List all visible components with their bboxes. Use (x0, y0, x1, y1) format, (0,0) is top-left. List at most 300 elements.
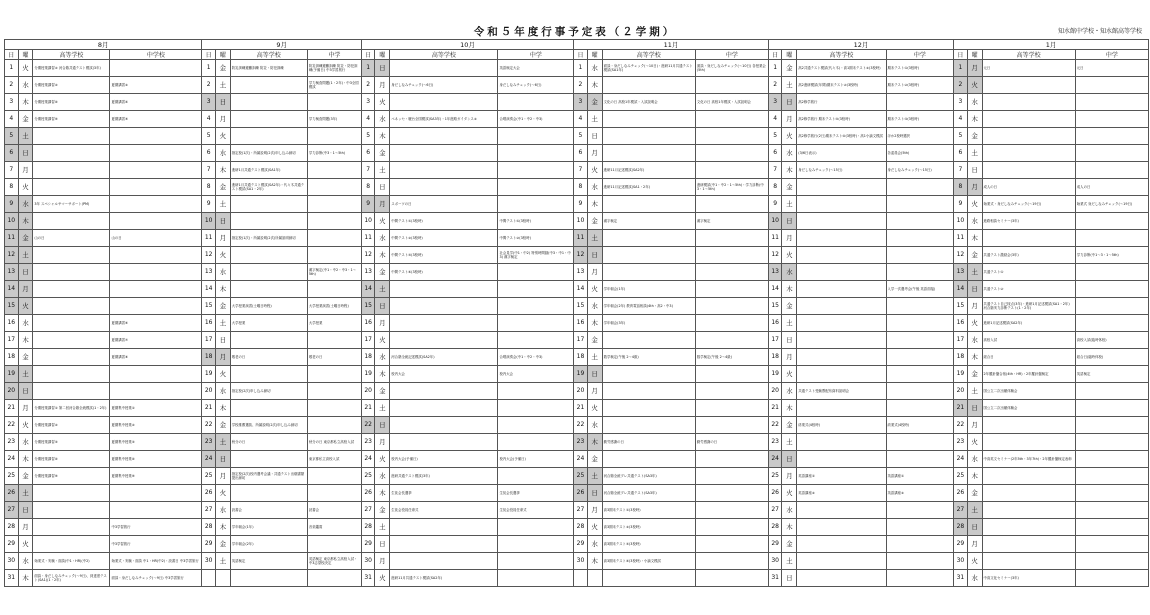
high-school-event (230, 451, 307, 468)
high-school-event: 分期授業講習④ (33, 451, 110, 468)
high-school-event: 中間テスト①(3校時) (390, 213, 498, 230)
middle-school-event: 東京都私立高校入試 (307, 451, 361, 468)
weekday: 月 (587, 383, 602, 400)
day-number: 13 (574, 264, 588, 281)
middle-school-event (498, 383, 574, 400)
high-school-event: 高3期末テスト④(3校時)・小論文模試 (602, 553, 695, 570)
middle-school-event: 生徒会長選挙 (498, 485, 574, 502)
middle-school-event (307, 179, 361, 196)
high-school-event (33, 281, 110, 298)
day-number: 29 (202, 536, 216, 553)
high-school-event (230, 570, 307, 587)
high-school-event (797, 196, 886, 213)
middle-school-event: 音楽鑑賞 (307, 519, 361, 536)
high-school-event (982, 162, 1075, 179)
high-school-event (797, 179, 886, 196)
middle-school-column-header: 中学 (307, 50, 361, 60)
day-number: 7 (5, 162, 19, 179)
middle-school-event (1075, 213, 1148, 230)
middle-school-event (886, 519, 954, 536)
high-school-event: 分期授業講習③ (33, 434, 110, 451)
day-number: 24 (954, 451, 968, 468)
day-number: 26 (574, 485, 588, 502)
middle-school-event (498, 145, 574, 162)
middle-school-event (498, 434, 574, 451)
middle-school-event (695, 298, 768, 315)
day-number: 16 (5, 315, 19, 332)
weekday: 水 (967, 213, 982, 230)
middle-school-event: 夏期講習⑤ (110, 111, 202, 128)
weekday-column-header: 曜 (18, 50, 33, 60)
middle-school-event (498, 264, 574, 281)
day-number: 21 (202, 400, 216, 417)
high-school-event (230, 247, 307, 264)
high-school-event (982, 94, 1075, 111)
day-number: 30 (768, 553, 782, 570)
day-number: 20 (954, 383, 968, 400)
middle-school-event (886, 553, 954, 570)
high-school-event: 校内大会 (390, 366, 498, 383)
weekday: 木 (215, 400, 230, 417)
day-number: 18 (5, 349, 19, 366)
high-school-event (797, 332, 886, 349)
high-school-event: 数学検定(午後 2～4級) (602, 349, 695, 366)
high-school-event (390, 145, 498, 162)
middle-school-event (498, 400, 574, 417)
day-number: 11 (954, 230, 968, 247)
day-number: 13 (954, 264, 968, 281)
day-number: 6 (202, 145, 216, 162)
middle-school-event (110, 60, 202, 77)
middle-school-column-header: 中学校 (110, 50, 202, 60)
middle-school-event (1075, 485, 1148, 502)
weekday: 木 (375, 485, 390, 502)
middle-school-event: 元日 (1075, 60, 1148, 77)
high-school-event (33, 128, 110, 145)
weekday: 金 (215, 60, 230, 77)
day-number: 14 (361, 281, 375, 298)
weekday: 木 (587, 77, 602, 94)
weekday: 火 (967, 77, 982, 94)
day-number: 19 (361, 366, 375, 383)
weekday: 月 (18, 400, 33, 417)
high-school-event: 中間テスト②(3校時) (390, 230, 498, 247)
weekday: 木 (587, 553, 602, 570)
middle-school-event: 各委員会(5th) (886, 145, 954, 162)
weekday: 火 (375, 451, 390, 468)
table-row (5, 60, 1149, 77)
high-school-event (390, 400, 498, 417)
weekday: 土 (215, 77, 230, 94)
middle-school-column-header: 中学 (498, 50, 574, 60)
weekday: 日 (967, 281, 982, 298)
weekday: 土 (967, 145, 982, 162)
day-number (574, 570, 588, 587)
day-number: 27 (768, 502, 782, 519)
weekday: 水 (375, 111, 390, 128)
high-school-event (982, 468, 1075, 485)
table-row (5, 485, 1149, 502)
high-school-event (390, 162, 498, 179)
day-column-header: 日 (954, 50, 968, 60)
middle-school-event (1075, 264, 1148, 281)
day-number: 26 (202, 485, 216, 502)
middle-school-event (886, 213, 954, 230)
weekday: 土 (18, 128, 33, 145)
day-number: 15 (768, 298, 782, 315)
middle-school-event (695, 400, 768, 417)
middle-school-event (307, 332, 361, 349)
day-number: 10 (574, 213, 588, 230)
weekday: 木 (967, 468, 982, 485)
weekday: 土 (782, 196, 797, 213)
high-school-event: 身だしなみチェック(～15日) (797, 162, 886, 179)
day-number: 18 (361, 349, 375, 366)
middle-school-event (886, 247, 954, 264)
weekday: 水 (375, 230, 390, 247)
middle-school-event (886, 332, 954, 349)
middle-school-event (110, 196, 202, 213)
high-school-event (390, 434, 498, 451)
high-school-event (797, 213, 886, 230)
middle-school-event: ほか2校時選択 (886, 128, 954, 145)
day-number: 16 (954, 315, 968, 332)
day-number: 11 (574, 230, 588, 247)
high-school-event: 始業式・実験・面談(中1・HR)(中2) (33, 553, 110, 570)
high-school-event (602, 247, 695, 264)
table-row (5, 400, 1149, 417)
day-number: 29 (5, 536, 19, 553)
middle-school-event (1075, 400, 1148, 417)
high-school-event: 国公立二次出願体験会 (982, 383, 1075, 400)
high-school-event: 2年羅針盤合宿(4th・HR)・2年羅針盤検定 (982, 366, 1075, 383)
middle-school-event: 敬老の日 (307, 349, 361, 366)
high-school-event: 身だしなみチェック(～6日) (390, 77, 498, 94)
day-number: 4 (768, 111, 782, 128)
day-number: 1 (574, 60, 588, 77)
day-number: 3 (768, 94, 782, 111)
middle-school-event (886, 230, 954, 247)
day-number: 9 (574, 196, 588, 213)
weekday: 土 (215, 553, 230, 570)
high-school-event (982, 128, 1075, 145)
high-school-column-header: 高等学校 (982, 50, 1075, 60)
middle-school-event (695, 519, 768, 536)
middle-school-event (110, 213, 202, 230)
high-school-event (982, 417, 1075, 434)
day-number: 2 (574, 77, 588, 94)
high-school-event (33, 179, 110, 196)
high-school-event (390, 60, 498, 77)
weekday: 金 (215, 536, 230, 553)
middle-school-event (886, 570, 954, 587)
middle-school-event (695, 315, 768, 332)
high-school-event: 共通テスト激励会(3年) (982, 247, 1075, 264)
day-number: 31 (5, 570, 19, 587)
middle-school-event (695, 485, 768, 502)
day-column-header: 日 (768, 50, 782, 60)
high-school-event (230, 281, 307, 298)
weekday: 金 (782, 298, 797, 315)
middle-school-event: 漢字検定 (695, 213, 768, 230)
high-school-event (390, 417, 498, 434)
day-number: 7 (768, 162, 782, 179)
weekday: 水 (587, 60, 602, 77)
weekday: 月 (18, 519, 33, 536)
high-school-event (602, 196, 695, 213)
day-number: 29 (361, 536, 375, 553)
day-number: 19 (5, 366, 19, 383)
weekday: 土 (967, 383, 982, 400)
middle-school-event (498, 128, 574, 145)
day-number: 7 (202, 162, 216, 179)
table-row (5, 383, 1149, 400)
day-number: 4 (574, 111, 588, 128)
day-number: 6 (361, 145, 375, 162)
high-school-event: 共通テスト② (982, 281, 1075, 298)
day-number: 1 (768, 60, 782, 77)
weekday: 木 (215, 281, 230, 298)
high-school-event (982, 111, 1075, 128)
high-school-event: 文化の日 高校1年模試・入試説明会 (602, 94, 695, 111)
weekday: 水 (967, 332, 982, 349)
day-number: 5 (954, 128, 968, 145)
middle-school-event (498, 332, 574, 349)
high-school-event: 分期授業講習② (33, 77, 110, 94)
middle-school-event: 英語検定 (1075, 366, 1148, 383)
day-column-header: 日 (361, 50, 375, 60)
middle-school-event: 高校入試(臨時休校) (1075, 332, 1148, 349)
weekday: 金 (375, 502, 390, 519)
weekday: 火 (587, 400, 602, 417)
day-number: 18 (574, 349, 588, 366)
weekday: 水 (215, 145, 230, 162)
table-row (5, 434, 1149, 451)
weekday: 月 (215, 111, 230, 128)
weekday: 水 (375, 468, 390, 485)
middle-school-event: 始業式・実験・面談 中1・HR(中2)・読書日 中3学習旅行 (110, 553, 202, 570)
day-number: 18 (202, 349, 216, 366)
month-header: 10月 (361, 40, 573, 50)
high-school-event: 学年朝会(2年) (230, 536, 307, 553)
high-school-event (982, 536, 1075, 553)
high-school-event: 高2修学旅行(2日)期末テスト④(3校時)・高1小論文模試 (797, 128, 886, 145)
day-number: 20 (574, 383, 588, 400)
high-school-event: 学年朝会(1年) (602, 281, 695, 298)
day-number: 25 (202, 468, 216, 485)
weekday: 月 (18, 162, 33, 179)
weekday: 金 (782, 179, 797, 196)
high-school-event: 分期授業講習① 第二回河合塾全統模試(1・2年) (33, 400, 110, 417)
middle-school-event (886, 179, 954, 196)
middle-school-event (1075, 298, 1148, 315)
high-school-event (797, 247, 886, 264)
day-number: 15 (202, 298, 216, 315)
middle-school-event (1075, 145, 1148, 162)
high-school-event: 進研共通テスト模試(3年) (390, 468, 498, 485)
middle-school-event (886, 383, 954, 400)
weekday: 土 (375, 162, 390, 179)
middle-school-event: 夏期集中授業② (110, 417, 202, 434)
high-school-event (602, 332, 695, 349)
middle-school-event (1075, 281, 1148, 298)
day-number: 27 (5, 502, 19, 519)
weekday: 火 (587, 162, 602, 179)
day-number: 3 (361, 94, 375, 111)
weekday: 土 (18, 247, 33, 264)
middle-school-event (307, 400, 361, 417)
column-header-row (5, 50, 1149, 60)
middle-school-event: 始業式 身だしなみチェック(～19日) (1075, 196, 1148, 213)
day-number: 9 (202, 196, 216, 213)
middle-school-event (498, 298, 574, 315)
day-column-header: 日 (574, 50, 588, 60)
day-number: 24 (5, 451, 19, 468)
high-school-event (602, 230, 695, 247)
day-number: 29 (574, 536, 588, 553)
day-number: 30 (361, 553, 375, 570)
high-school-event: 英語講座① (797, 468, 886, 485)
day-number: 5 (361, 128, 375, 145)
high-school-event: 総合日 (982, 349, 1075, 366)
weekday: 火 (587, 519, 602, 536)
day-number: 3 (5, 94, 19, 111)
middle-school-event (1075, 230, 1148, 247)
weekday: 日 (782, 213, 797, 230)
weekday-column-header: 曜 (587, 50, 602, 60)
table-row (5, 196, 1149, 213)
day-number: 24 (574, 451, 588, 468)
middle-school-event (307, 468, 361, 485)
weekday: 水 (587, 179, 602, 196)
weekday: 日 (587, 485, 602, 502)
weekday: 月 (782, 111, 797, 128)
middle-school-event: 中間テスト①(3校時) (498, 213, 574, 230)
day-number: 11 (361, 230, 375, 247)
middle-school-event (498, 179, 574, 196)
table-row (5, 247, 1149, 264)
high-school-event: 秋分の日 (230, 434, 307, 451)
high-school-event: ベネッセ・駿台全国模試(SA3年)・1年進路ガイダンス② (390, 111, 498, 128)
middle-school-event: 大学授業演習(土曜日時程) (307, 298, 361, 315)
day-number: 1 (5, 60, 19, 77)
middle-school-event (695, 162, 768, 179)
middle-school-event: 進研模試(中1・中2・1～5th)・学力診断(中3・1～5th) (695, 179, 768, 196)
weekday: 月 (375, 196, 390, 213)
middle-school-event: 期末テスト②(3校時) (886, 77, 954, 94)
month-header: 8月 (5, 40, 202, 50)
weekday: 木 (587, 196, 602, 213)
weekday: 金 (782, 536, 797, 553)
weekday: 日 (587, 366, 602, 383)
weekday: 火 (967, 434, 982, 451)
high-school-event: 生徒会長選挙 (390, 485, 498, 502)
high-school-event (230, 264, 307, 281)
weekday-column-header: 曜 (967, 50, 982, 60)
weekday: 土 (215, 196, 230, 213)
high-school-event: 河合塾全統プレ共通テスト(SA3年) (602, 468, 695, 485)
weekday: 水 (967, 570, 982, 587)
day-number: 12 (954, 247, 968, 264)
high-school-event (390, 536, 498, 553)
middle-school-event: 学力診断(中3・1～5th) (307, 145, 361, 162)
high-school-event (797, 400, 886, 417)
weekday: 火 (587, 281, 602, 298)
weekday: 木 (782, 519, 797, 536)
weekday: 火 (215, 128, 230, 145)
weekday: 月 (967, 298, 982, 315)
day-column-header: 日 (202, 50, 216, 60)
day-number: 9 (5, 196, 19, 213)
weekday: 土 (967, 264, 982, 281)
day-number: 19 (768, 366, 782, 383)
day-number: 12 (768, 247, 782, 264)
day-number: 3 (202, 94, 216, 111)
weekday: 月 (782, 349, 797, 366)
day-number: 26 (361, 485, 375, 502)
high-school-event (33, 315, 110, 332)
middle-school-event (695, 196, 768, 213)
weekday-column-header: 曜 (215, 50, 230, 60)
middle-school-event (110, 383, 202, 400)
middle-school-event: 中3学習旅行 (110, 519, 202, 536)
day-number (202, 570, 216, 587)
weekday: 月 (375, 434, 390, 451)
high-school-event: 高2共通テスト模試(代々木)・高1期末テスト②(3校時) (797, 60, 886, 77)
high-school-event (797, 502, 886, 519)
day-number: 27 (361, 502, 375, 519)
day-number: 15 (954, 298, 968, 315)
high-school-event (390, 179, 498, 196)
day-number: 10 (361, 213, 375, 230)
middle-school-event (1075, 94, 1148, 111)
middle-school-event: 英語検定 東京都私立高校入試・中3志望校決定 (307, 553, 361, 570)
day-number: 14 (768, 281, 782, 298)
day-number: 16 (202, 315, 216, 332)
weekday: 木 (967, 349, 982, 366)
weekday: 水 (18, 315, 33, 332)
high-school-event: 進研1月共通テスト模試(SA1年) (230, 162, 307, 179)
weekday: 月 (782, 230, 797, 247)
day-number: 8 (202, 179, 216, 196)
weekday: 土 (587, 111, 602, 128)
day-number: 5 (768, 128, 782, 145)
day-number: 19 (954, 366, 968, 383)
day-number: 22 (954, 417, 968, 434)
high-school-column-header: 高等学校 (797, 50, 886, 60)
weekday: 金 (18, 230, 33, 247)
weekday: 日 (375, 60, 390, 77)
weekday: 日 (18, 383, 33, 400)
middle-school-event (110, 264, 202, 281)
middle-school-event (307, 162, 361, 179)
high-school-event (33, 383, 110, 400)
weekday: 土 (587, 468, 602, 485)
weekday: 月 (215, 468, 230, 485)
table-row (5, 145, 1149, 162)
weekday: 月 (215, 230, 230, 247)
middle-school-event (695, 332, 768, 349)
high-school-event: (3/6日表示) (797, 145, 886, 162)
weekday: 月 (967, 417, 982, 434)
weekday: 土 (215, 434, 230, 451)
weekday: 月 (375, 553, 390, 570)
middle-school-column-header: 中学 (886, 50, 954, 60)
middle-school-event (886, 434, 954, 451)
middle-school-event (498, 417, 574, 434)
high-school-event (982, 145, 1075, 162)
middle-school-event: 期末テスト③(3校時) (886, 111, 954, 128)
